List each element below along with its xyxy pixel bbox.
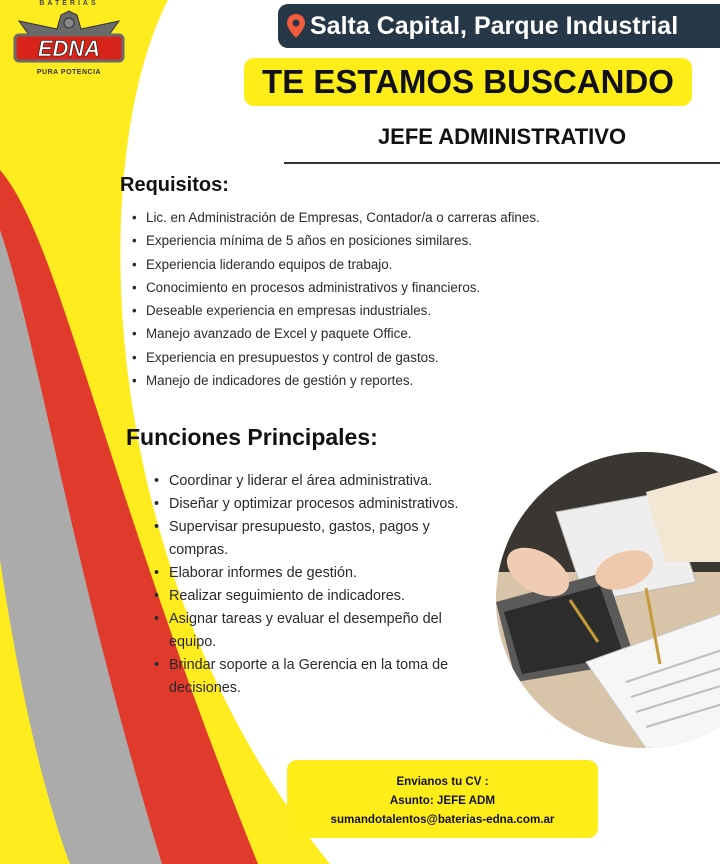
list-item: • Experiencia liderando equipos de trabajo. — [130, 253, 540, 276]
list-item: • Coordinar y liderar el área administrativa. — [152, 470, 512, 493]
job-title-divider — [284, 162, 720, 164]
list-item: • Conocimiento en procesos administrativos y financieros. — [130, 276, 540, 299]
requirements-list — [130, 206, 540, 392]
list-item: • Asignar tareas y evaluar el desempeño del equipo. — [152, 608, 482, 654]
cv-subject: Asunto: JEFE ADM — [389, 794, 496, 807]
list-item: • Experiencia en presupuestos y control de gastos. — [130, 346, 540, 369]
list-item: • Supervisar presupuesto, gastos, pagos y compras. — [152, 516, 462, 562]
list-item: • Diseñar y optimizar procesos administrativos. — [152, 493, 512, 516]
cv-contact-box — [287, 760, 598, 838]
cv-instruction: Envianos tu CV : — [396, 775, 489, 788]
functions-list — [152, 470, 512, 700]
list-item: • Lic. en Administración de Empresas, Contador/a o carreras afines. — [130, 206, 540, 229]
list-item: • Experiencia mínima de 5 años en posiciones similares. — [130, 229, 540, 252]
cv-email: sumandotalentos@baterias-edna.com.ar — [330, 813, 555, 826]
list-item: • Brindar soporte a la Gerencia en la toma de decisiones. — [152, 654, 492, 700]
logo-brand-top: BATERIAS — [39, 0, 99, 7]
map-pin-icon — [286, 13, 306, 39]
job-title — [284, 124, 720, 164]
headline-text: TE ESTAMOS BUSCANDO — [262, 63, 674, 100]
job-title-text: JEFE ADMINISTRATIVO — [377, 124, 627, 149]
company-logo — [6, 0, 132, 92]
requirements-heading: Requisitos: — [120, 174, 229, 196]
location-banner — [278, 4, 720, 48]
functions-heading: Funciones Principales: — [126, 424, 378, 450]
svg-text:EDNA: EDNA — [37, 36, 101, 61]
location-text: Salta Capital, Parque Industrial — [310, 11, 679, 40]
list-item: • Deseable experiencia en empresas industriales. — [130, 299, 540, 322]
eagle-logo-icon — [9, 9, 129, 65]
list-item: • Manejo avanzado de Excel y paquete Office. — [130, 322, 540, 345]
headline-banner — [244, 58, 692, 106]
list-item: • Elaborar informes de gestión. — [152, 562, 512, 585]
list-item: • Manejo de indicadores de gestión y reportes. — [130, 369, 540, 392]
logo-tagline: PURA POTENCIA — [36, 69, 102, 76]
list-item: • Realizar seguimiento de indicadores. — [152, 585, 512, 608]
